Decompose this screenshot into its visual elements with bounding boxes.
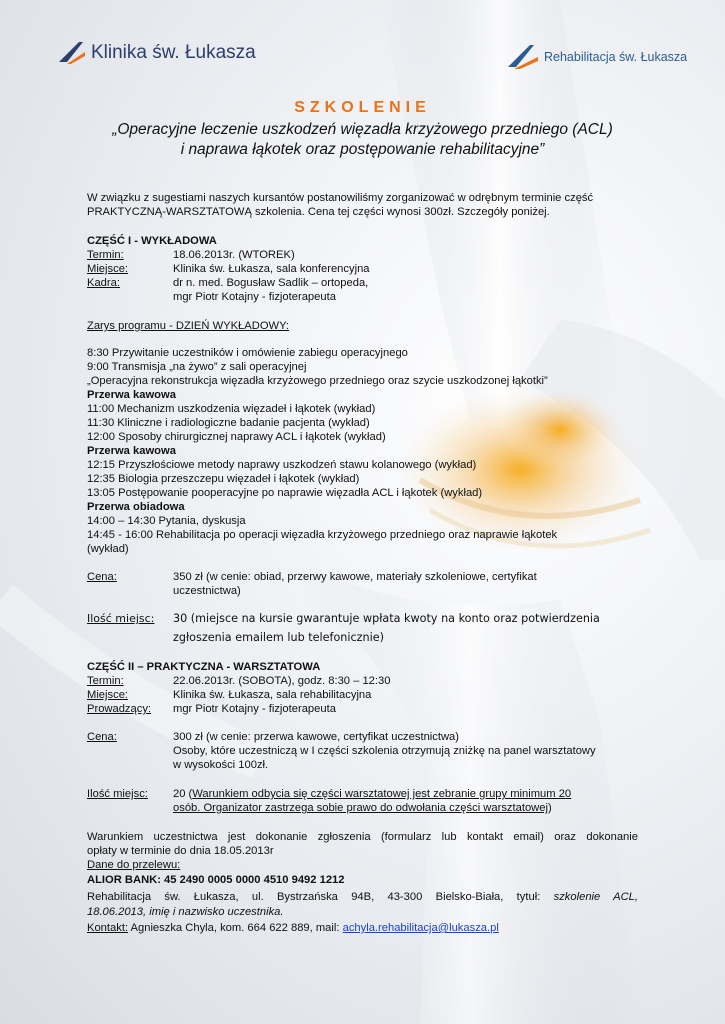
transfer-label: Dane do przelewu: (87, 859, 181, 871)
part1-miejsc-value-1: 30 (miejsce na kursie gwarantuje wpłata kwoty na konto oraz potwierdzenia (173, 612, 600, 625)
program-break: Przerwa kawowa (87, 445, 176, 457)
page-title: SZKOLENIE (294, 99, 431, 116)
part2-miejsc-value-2 (173, 801, 552, 815)
program-item: 14:45 - 16:00 Rehabilitacja po operacji więzadła krzyżowego przedniego oraz naprawie łąkotek (87, 529, 558, 541)
part1-cena-value-1: 350 zł (w cenie: obiad, przerwy kawowe, materiały szkoleniowe, certyfikat (173, 571, 537, 583)
recipient-line-1 (87, 890, 638, 904)
contact-label: Kontakt: (87, 922, 129, 934)
contact-email-link[interactable]: achyla.rehabilitacja@lukasza.pl (342, 922, 499, 934)
program-item: 8:30 Przywitanie uczestników i omówienie zabiegu operacyjnego (87, 347, 408, 359)
program-item: 12:35 Biologia przeszczepu więzadeł i łąkotek (wykład) (87, 473, 360, 485)
part2-miejsce-label: Miejsce: (87, 689, 129, 701)
part2-prowadzacy-value: mgr Piotr Kotajny - fizjoterapeuta (173, 703, 336, 715)
part2-miejsc-condition-2: osób. Organizator zastrzega sobie prawo do odwołania części warsztatowej (173, 802, 548, 814)
part1-miejsce-value: Klinika św. Łukasza, sala konferencyjna (173, 263, 370, 275)
program-item: 9:00 Transmisja „na żywo” z sali operacyjnej (87, 361, 307, 373)
klinika-logo-text: Klinika św. Łukasza (91, 42, 256, 63)
contact-text: Agnieszka Chyla, kom. 664 622 889, mail: (128, 922, 343, 934)
intro-line-2: PRAKTYCZNĄ-WARSZTATOWĄ szkolenia. Cena tej części wynosi 300zł. Szczegóły poniżej. (87, 206, 550, 218)
part2-termin-label: Termin: (87, 675, 124, 687)
bank-account: ALIOR BANK: 45 2490 0005 0000 4510 9492 1212 (87, 874, 345, 886)
part2-miejsce-value: Klinika św. Łukasza, sala rehabilitacyjna (173, 689, 372, 701)
rehabilitacja-logo-icon (506, 43, 540, 71)
program-item: 12:00 Sposoby chirurgicznej naprawy ACL i łąkotek (wykład) (87, 431, 386, 443)
part2-cena-value-2: Osoby, które uczestniczą w I części szkolenia otrzymują zniżkę na panel warsztatowy (173, 745, 596, 757)
part1-cena-label: Cena: (87, 571, 117, 583)
part1-miejsc-value-2: zgłoszenia emailem lub telefonicznie) (173, 631, 384, 644)
part1-termin-value: 18.06.2013r. (WTOREK) (173, 249, 295, 261)
part1-miejsc-label: Ilość miejsc: (87, 612, 155, 625)
subtitle-line-2: i naprawa łąkotek oraz postępowanie rehabilitacyjne” (180, 141, 545, 158)
condition-line-2: opłaty w terminie do dnia 18.05.2013r (87, 845, 274, 857)
klinika-logo (57, 36, 256, 70)
program-heading: Zarys programu - DZIEŃ WYKŁADOWY: (87, 320, 290, 332)
part2-cena-label: Cena: (87, 731, 117, 743)
part1-kadra-label: Kadra: (87, 277, 120, 289)
intro-line-1: W związku z sugestiami naszych kursantów postanowiliśmy zorganizować w odrębnym terminie część (87, 192, 594, 204)
part1-cena-value-2: uczestnictwa) (173, 585, 241, 597)
part2-miejsc-condition-1: Warunkiem odbycia się części warsztatowej jest zebranie grupy minimum 20 (192, 788, 572, 800)
part2-cena-value-1: 300 zł (w cenie: przerwa kawowe, certyfikat uczestnictwa) (173, 731, 460, 743)
program-item: 12:15 Przyszłościowe metody naprawy uszkodzeń stawu kolanowego (wykład) (87, 459, 477, 471)
part1-heading: CZĘŚĆ I - WYKŁADOWA (87, 235, 217, 247)
rehabilitacja-logo (506, 42, 687, 72)
program-item: 13:05 Postępowanie pooperacyjne po naprawie więzadła ACL i łąkotek (wykład) (87, 487, 483, 499)
part2-miejsc-label: Ilość miejsc: (87, 788, 148, 800)
part1-kadra-value-2: mgr Piotr Kotajny - fizjoterapeuta (173, 291, 336, 303)
part2-heading: CZĘŚĆ II – PRAKTYCZNA - WARSZTATOWA (87, 661, 321, 673)
part2-termin-value: 22.06.2013r. (SOBOTA), godz. 8:30 – 12:30 (173, 675, 391, 687)
part2-miejsc-close: ) (547, 802, 552, 814)
klinika-logo-icon (57, 38, 87, 68)
subtitle-line-1: „Operacyjne leczenie uszkodzeń więzadła krzyżowego przedniego (ACL) (112, 121, 613, 138)
program-break: Przerwa kawowa (87, 389, 176, 401)
part1-termin-label: Termin: (87, 249, 124, 261)
condition-line-1: Warunkiem uczestnictwa jest dokonanie zgłoszenia (formularz lub kontakt email) oraz dokonanie (87, 831, 638, 843)
recipient-title-1: szkolenie ACL, (553, 891, 638, 903)
part2-miejsc-value-1 (173, 787, 571, 801)
recipient-line-2: 18.06.2013, imię i nazwisko uczestnika. (87, 906, 284, 918)
part1-kadra-value-1: dr n. med. Bogusław Sadlik – ortopeda, (173, 277, 369, 289)
recipient-address: Rehabilitacja św. Łukasza, ul. Bystrzańska 94B, 43-300 Bielsko-Biała, tytuł: (87, 891, 541, 903)
program-item: „Operacyjna rekonstrukcja więzadła krzyżowego przedniego oraz szycie uszkodzonej łąkotki” (87, 375, 548, 387)
program-item: 11:30 Kliniczne i radiologiczne badanie pacjenta (wykład) (87, 417, 370, 429)
program-item: (wykład) (87, 543, 129, 555)
part2-prowadzacy-label: Prowadzący: (87, 703, 152, 715)
part1-miejsce-label: Miejsce: (87, 263, 129, 275)
part2-miejsc-count: 20 ( (173, 788, 193, 800)
program-item: 14:00 – 14:30 Pytania, dyskusja (87, 515, 246, 527)
program-break: Przerwa obiadowa (87, 501, 185, 513)
contact-line (87, 921, 499, 935)
program-item: 11:00 Mechanizm uszkodzenia więzadeł i łąkotek (wykład) (87, 403, 376, 415)
part2-cena-value-3: w wysokości 100zł. (173, 759, 269, 771)
rehabilitacja-logo-text: Rehabilitacja św. Łukasza (544, 50, 688, 64)
